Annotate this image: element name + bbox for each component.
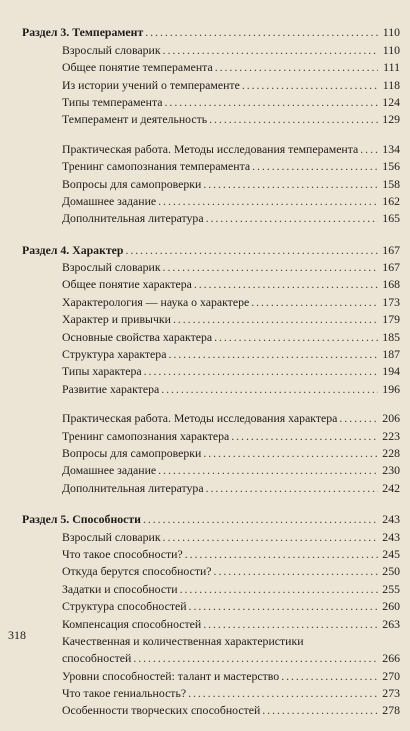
toc-entry: Что такое гениальность? . . . 273 (22, 683, 400, 700)
toc-entry: Общее понятие характера . . . 168 (22, 274, 400, 291)
toc-entry: Развитие характера . . . 196 (22, 378, 400, 395)
toc-entry: Взрослый словарик . . . 243 (22, 526, 400, 543)
toc-entry: Откуда берутся способности? . . . 250 (22, 561, 400, 578)
toc-entry: Задатки и способности . . . 255 (22, 578, 400, 595)
toc-entry: Тренинг самопознания характера . . . 223 (22, 425, 400, 442)
toc-entry: Домашнее задание . . . 162 (22, 191, 400, 208)
page-number: 318 (8, 628, 26, 642)
section-heading: Раздел 4. Характер . . . 167 (22, 239, 400, 256)
toc-entry: Тренинг самопознания темперамента . . . 156 (22, 156, 400, 173)
toc-entry: Структура характера . . . 187 (22, 344, 400, 361)
toc-entry-line1: Качественная и количественная характеристики (62, 633, 304, 648)
toc-entry: Уровни способностей: талант и мастерство . . . 270 (22, 665, 400, 682)
toc-entry: Темперамент и деятельность . . . 129 (22, 109, 400, 126)
toc-entry: Дополнительная литература . . . 165 (22, 208, 400, 225)
toc-entry: Особенности творческих способностей . . . 278 (22, 700, 400, 717)
toc-entry: Из истории учений о темпераменте . . . 118 (22, 74, 400, 91)
toc-entry: Характер и привычки . . . 179 (22, 309, 400, 326)
toc-entry: Дополнительная литература . . . 242 (22, 477, 400, 494)
toc-entry: Вопросы для самопроверки . . . 228 (22, 443, 400, 460)
toc-entry: Взрослый словарик . . . 110 (22, 39, 400, 56)
toc-entry: Компенсация способностей . . . 263 (22, 613, 400, 630)
toc-entry: Типы темперамента . . . 124 (22, 92, 400, 109)
section-heading: Раздел 3. Темперамент . . . 110 (22, 22, 400, 39)
section-temperament (22, 22, 400, 225)
section-abilities (22, 509, 400, 718)
toc-entry: Общее понятие темперамента . . . 111 (22, 57, 400, 74)
table-of-contents (22, 22, 400, 731)
toc-entry: Что такое способности? . . . 245 (22, 544, 400, 561)
toc-entry: Практическая работа. Методы исследования темперамента . . . 134 (22, 138, 400, 155)
toc-entry: Характерология — наука о характере . . . 173 (22, 291, 400, 308)
toc-entry: Практическая работа. Методы исследования характера . . . 206 (22, 408, 400, 425)
toc-entry: Структура способностей . . . 260 (22, 596, 400, 613)
toc-entry: Основные свойства характера . . . 185 (22, 326, 400, 343)
toc-entry: Вопросы для самопроверки . . . 158 (22, 173, 400, 190)
toc-entry-line2: способностей . . . 266 (22, 648, 400, 665)
toc-entry: Взрослый словарик . . . 167 (22, 257, 400, 274)
toc-entry: Типы характера . . . 194 (22, 361, 400, 378)
section-heading: Раздел 5. Способности . . . 243 (22, 509, 400, 526)
section-character (22, 239, 400, 494)
toc-entry: Домашнее задание . . . 230 (22, 460, 400, 477)
